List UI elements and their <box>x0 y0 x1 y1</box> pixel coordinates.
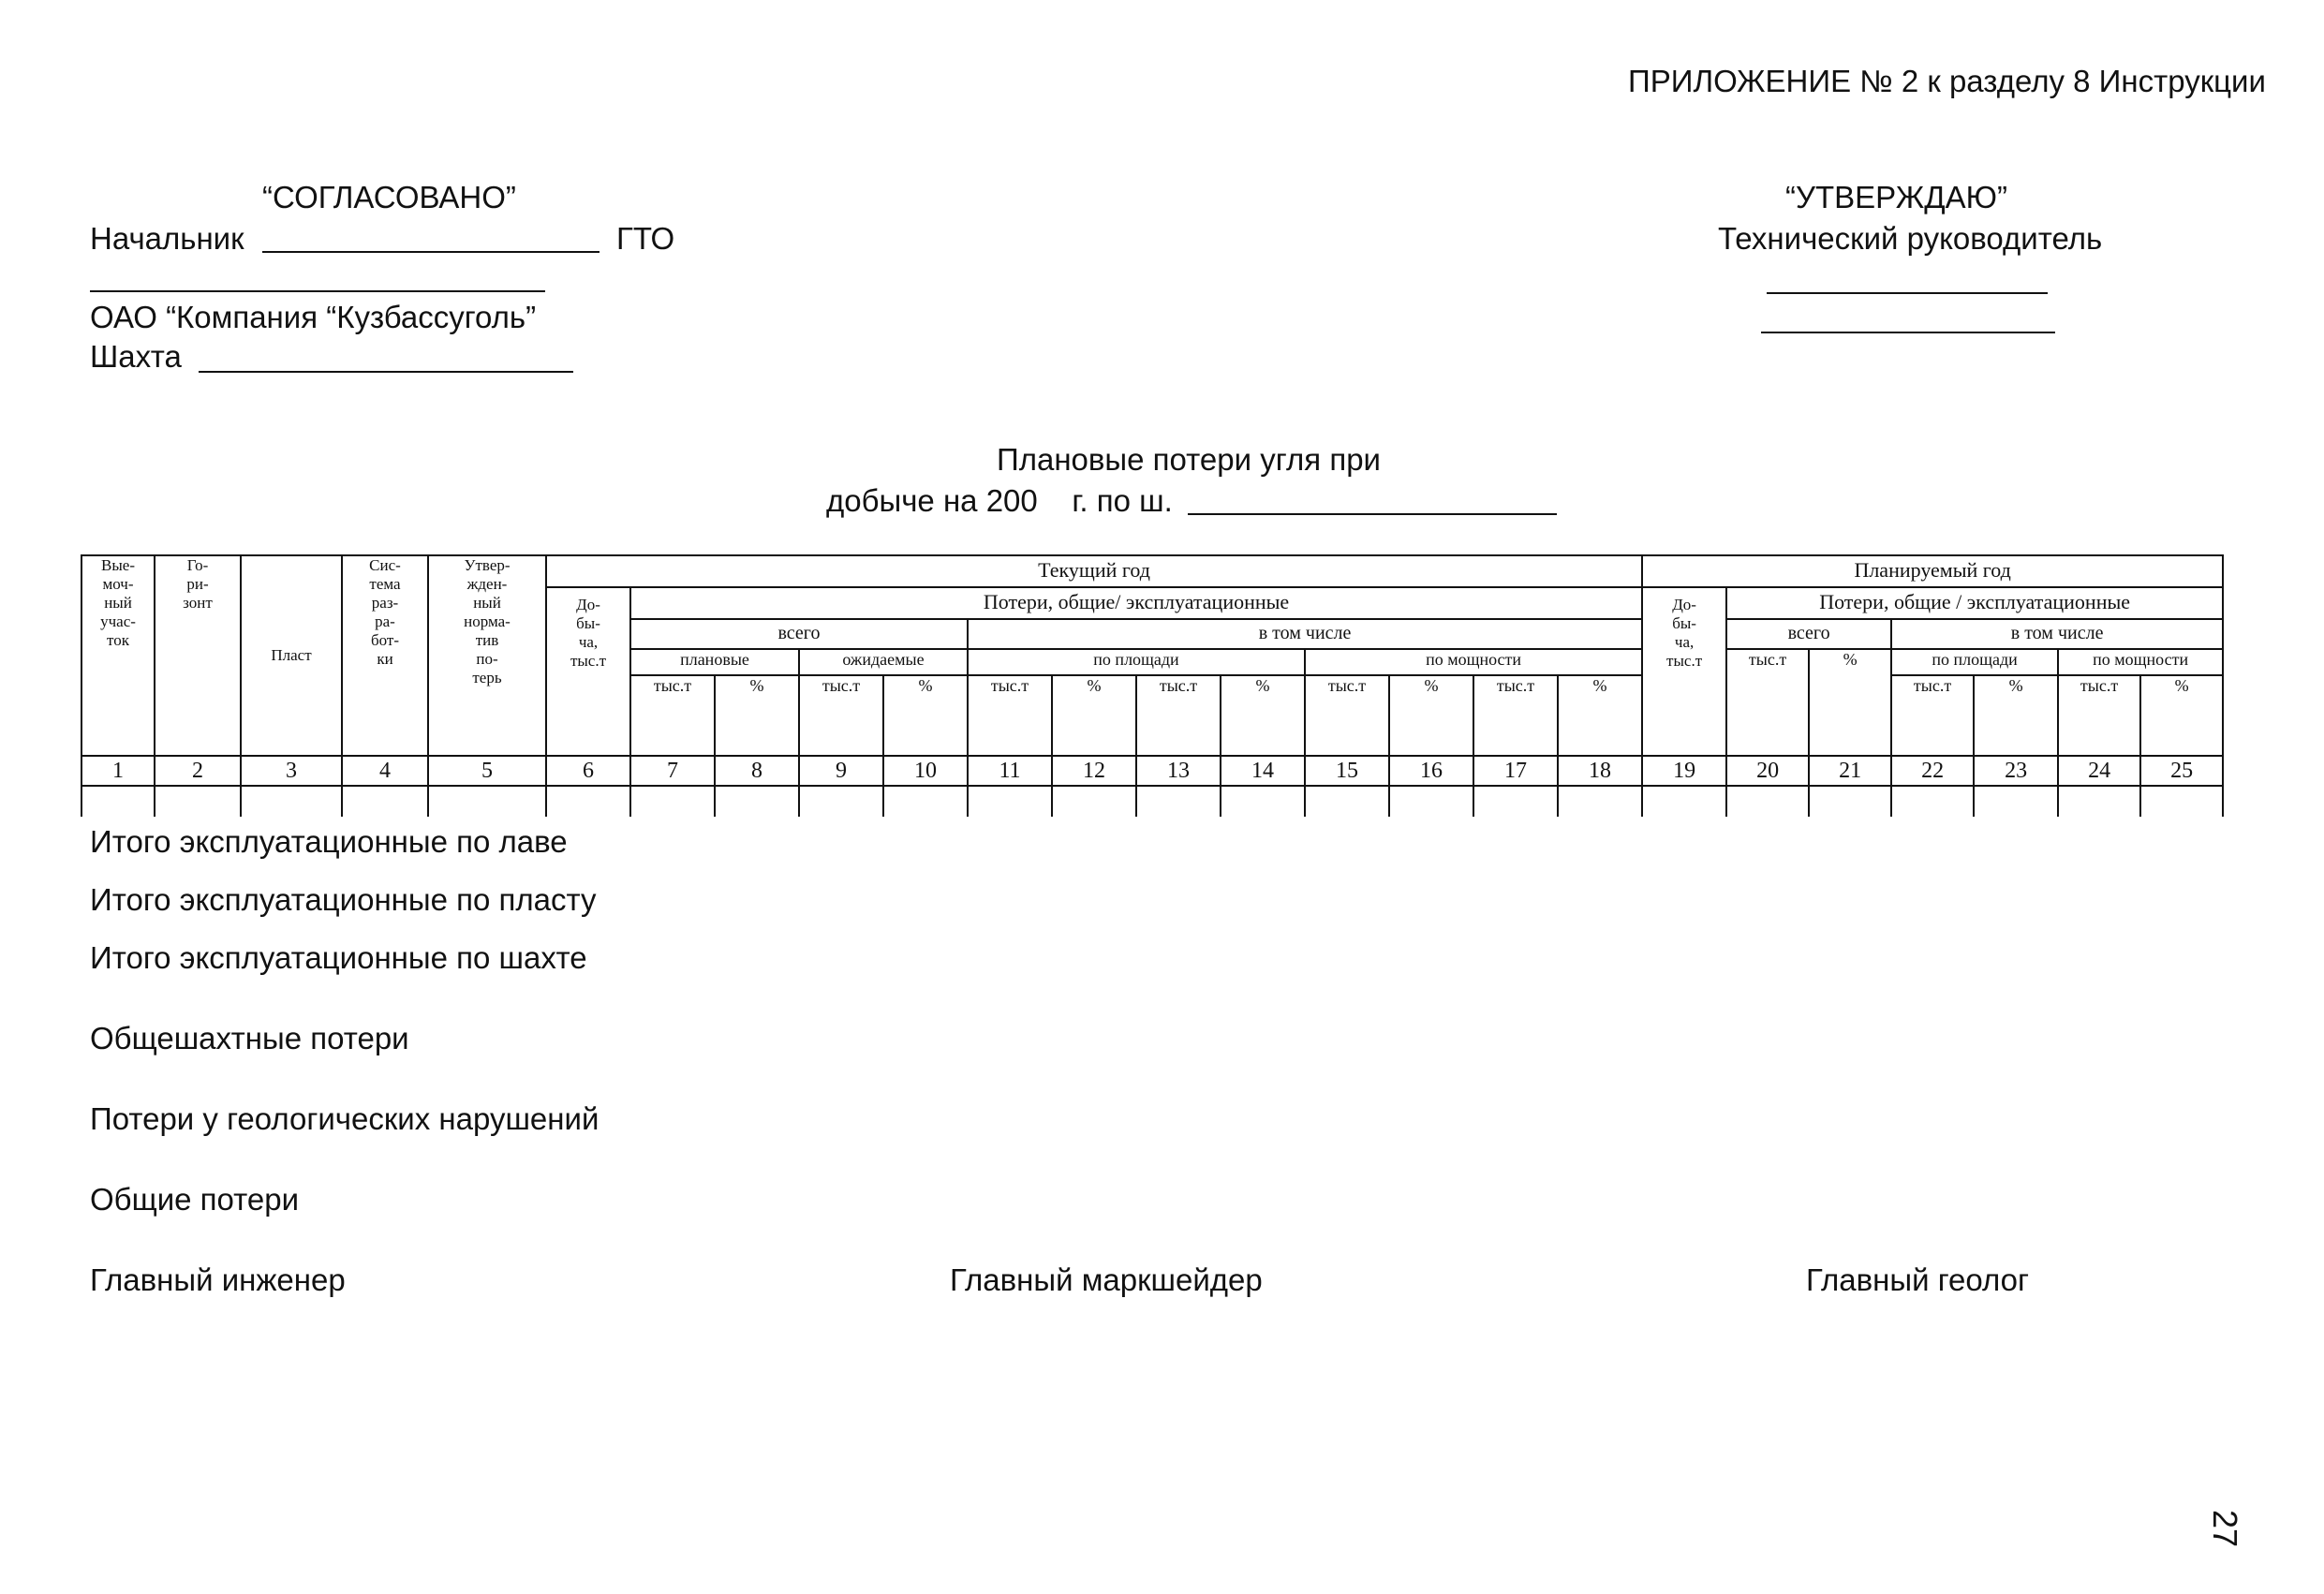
header-by-thickness-planned: по мощности <box>2058 649 2223 675</box>
empty-cell <box>1642 786 1726 817</box>
chief-engineer: Главный инженер <box>90 1262 346 1297</box>
chief-geologist: Главный геолог <box>1806 1262 2030 1297</box>
empty-data-row <box>81 786 2223 817</box>
column-numbers-row <box>81 756 2223 786</box>
header-expected-losses: ожидаемые <box>799 649 968 675</box>
header-total-current: всего <box>630 619 968 649</box>
column-number-17: 17 <box>1473 756 1558 786</box>
total-by-face: Итого эксплуатационные по лаве <box>90 824 568 859</box>
empty-cell <box>1389 786 1473 817</box>
column-number-16: 16 <box>1389 756 1473 786</box>
empty-cell <box>342 786 428 817</box>
planned-losses-table <box>81 554 2224 817</box>
column-number-2: 2 <box>155 756 241 786</box>
header-extraction-site: Вые- моч- ный учас- ток <box>81 555 155 756</box>
column-number-19: 19 <box>1642 756 1726 786</box>
appendix-note: ПРИЛОЖЕНИЕ № 2 к разделу 8 Инструкции <box>1628 64 2266 98</box>
empty-cell <box>241 786 342 817</box>
header-unit: тыс.т <box>1891 675 1974 756</box>
header-horizon: Го- ри- зонт <box>155 555 241 756</box>
empty-cell <box>155 786 241 817</box>
header-by-thickness-current: по мощности <box>1305 649 1642 675</box>
column-number-11: 11 <box>968 756 1052 786</box>
column-number-6: 6 <box>546 756 630 786</box>
header-including-planned: в том числе <box>1891 619 2223 649</box>
empty-cell <box>1221 786 1305 817</box>
empty-cell <box>1809 786 1891 817</box>
column-number-21: 21 <box>1809 756 1891 786</box>
column-number-10: 10 <box>883 756 968 786</box>
empty-cell <box>1052 786 1136 817</box>
geological-losses: Потери у геологических нарушений <box>90 1101 600 1136</box>
empty-cell <box>1726 786 1809 817</box>
empty-cell <box>1473 786 1558 817</box>
empty-cell <box>81 786 155 817</box>
total-by-seam: Итого эксплуатационные по пласту <box>90 882 597 917</box>
column-number-12: 12 <box>1052 756 1136 786</box>
column-number-3: 3 <box>241 756 342 786</box>
column-number-25: 25 <box>2140 756 2223 786</box>
header-unit: тыс.т <box>799 675 883 756</box>
header-by-area-current: по площади <box>968 649 1305 675</box>
header-unit: % <box>883 675 968 756</box>
header-unit: % <box>1974 675 2058 756</box>
empty-cell <box>2058 786 2140 817</box>
header-unit: % <box>2140 675 2223 756</box>
header-unit: тыс.т <box>2058 675 2140 756</box>
header-current-year: Текущий год <box>546 555 1642 587</box>
header-production-planned: До- бы- ча, тыс.т <box>1642 587 1726 756</box>
mine-name-line <box>199 371 573 373</box>
header-approved-norm: Утвер- жден- ный норма- тив по- терь <box>428 555 546 756</box>
approved-title: “УТВЕРЖДАЮ” <box>1785 180 2007 214</box>
empty-cell <box>2140 786 2223 817</box>
chief-surveyor: Главный маркшейдер <box>950 1262 1263 1297</box>
header-losses-planned: Потери, общие / эксплуатационные <box>1726 587 2223 619</box>
header-total-planned: всего <box>1726 619 1891 649</box>
header-unit: % <box>1389 675 1473 756</box>
header-unit: тыс.т <box>1136 675 1221 756</box>
empty-cell <box>546 786 630 817</box>
header-including-current: в том числе <box>968 619 1642 649</box>
header-unit: % <box>715 675 799 756</box>
approved-role: Технический руководитель <box>1718 221 2103 256</box>
mine-title-line <box>1188 513 1557 515</box>
header-unit: % <box>1558 675 1642 756</box>
column-number-14: 14 <box>1221 756 1305 786</box>
empty-cell <box>968 786 1052 817</box>
column-number-20: 20 <box>1726 756 1809 786</box>
header-unit: тыс.т <box>1473 675 1558 756</box>
column-number-13: 13 <box>1136 756 1221 786</box>
header-planned-losses: плановые <box>630 649 799 675</box>
column-number-7: 7 <box>630 756 715 786</box>
header-seam: Пласт <box>241 555 342 756</box>
column-number-9: 9 <box>799 756 883 786</box>
mine-label: Шахта <box>90 339 182 374</box>
chief-signature-line <box>90 290 545 292</box>
column-number-8: 8 <box>715 756 799 786</box>
approver-signature-line-1 <box>1767 292 2048 294</box>
header-planned-year: Планируемый год <box>1642 555 2223 587</box>
header-losses-current: Потери, общие/ эксплуатационные <box>630 587 1642 619</box>
header-unit-thousand-t: тыс.т <box>1726 649 1809 756</box>
header-unit: % <box>1221 675 1305 756</box>
doc-title-line2: добыче на 200 г. по ш. <box>826 483 1173 518</box>
column-number-23: 23 <box>1974 756 2058 786</box>
header-unit-percent: % <box>1809 649 1891 756</box>
overall-losses: Общие потери <box>90 1182 300 1217</box>
header-production-current: До- бы- ча, тыс.т <box>546 587 630 756</box>
agreed-title: “СОГЛАСОВАНО” <box>262 180 516 214</box>
column-number-22: 22 <box>1891 756 1974 786</box>
empty-cell <box>715 786 799 817</box>
column-number-4: 4 <box>342 756 428 786</box>
header-unit: % <box>1052 675 1136 756</box>
empty-cell <box>1974 786 2058 817</box>
header-unit: тыс.т <box>968 675 1052 756</box>
column-number-1: 1 <box>81 756 155 786</box>
empty-cell <box>630 786 715 817</box>
empty-cell <box>1558 786 1642 817</box>
empty-cell <box>799 786 883 817</box>
total-by-mine: Итого эксплуатационные по шахте <box>90 940 587 975</box>
empty-cell <box>1305 786 1389 817</box>
page-number: 27 <box>2206 1510 2244 1548</box>
column-number-15: 15 <box>1305 756 1389 786</box>
column-number-5: 5 <box>428 756 546 786</box>
column-number-24: 24 <box>2058 756 2140 786</box>
header-mining-system: Сис- тема раз- ра- бот- ки <box>342 555 428 756</box>
header-unit: тыс.т <box>1305 675 1389 756</box>
agreed-chief-prefix: Начальник <box>90 221 244 256</box>
header-unit: тыс.т <box>630 675 715 756</box>
empty-cell <box>1891 786 1974 817</box>
chief-name-line <box>262 251 600 253</box>
empty-cell <box>1136 786 1221 817</box>
agreed-chief-suffix: ГТО <box>616 221 675 256</box>
header-by-area-planned: по площади <box>1891 649 2058 675</box>
empty-cell <box>883 786 968 817</box>
company-name: ОАО “Компания “Кузбассуголь” <box>90 300 537 334</box>
doc-title-line1: Плановые потери угля при <box>997 442 1381 477</box>
mine-wide-losses: Общешахтные потери <box>90 1021 409 1055</box>
approver-signature-line-2 <box>1761 332 2055 333</box>
empty-cell <box>428 786 546 817</box>
column-number-18: 18 <box>1558 756 1642 786</box>
